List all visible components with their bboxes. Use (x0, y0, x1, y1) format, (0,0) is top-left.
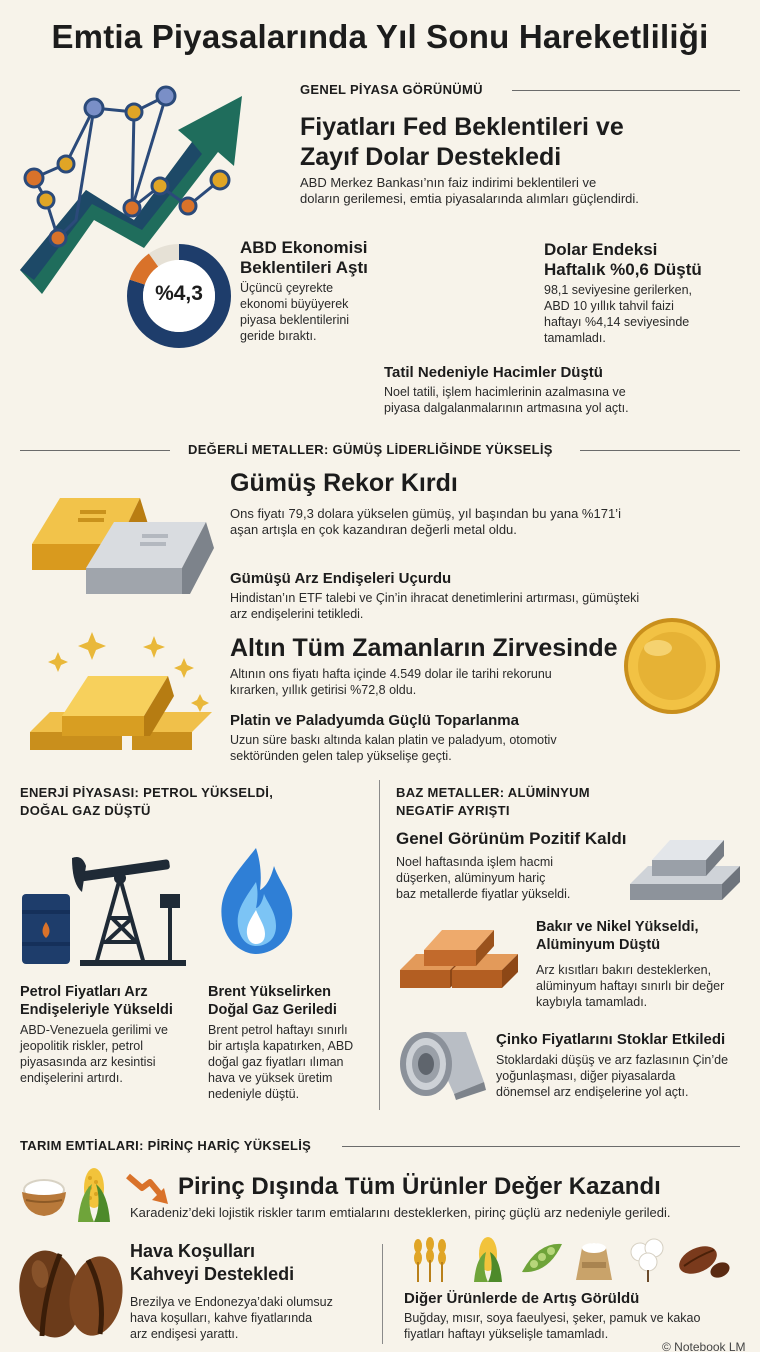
wheat-icon (414, 1237, 446, 1282)
oil-pump-icon (20, 838, 190, 968)
holiday-text (384, 384, 724, 416)
supply-text-line: Hindistan’ın ETF talebi ve Çin’in ihracat denetimlerini artırması, gümüşteki (230, 591, 640, 605)
gas-text-line: bir artışla kapatırken, ABD (208, 1039, 354, 1053)
zinc-coil-icon (396, 1020, 486, 1102)
platinum-text (230, 732, 730, 764)
cotton-icon (631, 1239, 663, 1282)
others-text-line: fiyatları haftayı yükselişle tamamladı. (404, 1327, 609, 1341)
base-section-label (396, 784, 590, 820)
gas-text (208, 1022, 378, 1102)
general-headline (300, 112, 740, 172)
coffee-text (130, 1294, 370, 1342)
down-arrow-icon (124, 1170, 170, 1208)
watermark: © Notebook LM (662, 1340, 746, 1352)
outlook-text-line: Noel haftasında işlem hacmi (396, 855, 554, 869)
holiday-text-line: piyasa dalgalanmalarının artmasına yol açtı. (384, 401, 629, 415)
coffee-bean-icon (14, 1234, 126, 1344)
gas-text-line: Brent petrol haftayı sınırlı (208, 1023, 348, 1037)
silver-bar-icon (22, 478, 222, 598)
copper-ingot-icon (396, 914, 526, 994)
dollar-title-line: Haftalık %0,6 Düştü (544, 260, 702, 279)
energy-section-label-line: ENERJİ PİYASASI: PETROL YÜKSELDİ, (20, 785, 274, 800)
corn-icon (74, 1164, 114, 1224)
general-intro-line: doların gerilemesi, emtia piyasalarında alımları güçlendirdi. (300, 191, 639, 206)
dollar-text-line: tamamladı. (544, 331, 606, 345)
oil-text-line: ABD-Venezuela gerilimi ve (20, 1023, 168, 1037)
base-section-label-line: NEGATİF AYRIŞTI (396, 803, 510, 818)
rice-bowl-icon (18, 1168, 70, 1220)
base-section-label-line: BAZ METALLER: ALÜMİNYUM (396, 785, 590, 800)
aluminium-ingot-icon (626, 826, 744, 906)
oil-text (20, 1022, 200, 1086)
section-divider (580, 450, 740, 451)
oil-title-line: Endişeleriyle Yükseldi (20, 1002, 173, 1018)
economy-text-line: Üçüncü çeyrekte (240, 281, 334, 295)
general-intro (300, 175, 740, 207)
agri-main-title: Pirinç Dışında Tüm Ürünler Değer Kazandı (178, 1173, 661, 1200)
general-intro-line: ABD Merkez Bankası’nın faiz indirimi beklentileri ve (300, 175, 597, 190)
oil-title (20, 983, 210, 1019)
economy-title (240, 238, 440, 278)
copper-title-line: Bakır ve Nikel Yükseldi, (536, 919, 699, 935)
dollar-title (544, 240, 744, 280)
gold-bar-icon (22, 620, 222, 756)
gas-title-line: Brent Yükselirken (208, 984, 332, 1000)
crop-icons-row (404, 1234, 748, 1284)
coffee-text-line: hava koşulları, kahve fiyatlarında (130, 1311, 313, 1325)
platinum-title: Platin ve Paladyumda Güçlü Toparlanma (230, 712, 519, 729)
dollar-text-line: 98,1 seviyesine gerilerken, (544, 283, 692, 297)
zinc-text-line: dönemsel arz endişelerine yol açtı. (496, 1085, 689, 1099)
precious-section-label: DEĞERLİ METALLER: GÜMÜŞ LİDERLİĞİNDE YÜKSELİŞ (188, 442, 553, 457)
outlook-text (396, 854, 616, 902)
gas-text-line: nedeniyle düştü. (208, 1087, 300, 1101)
silver-text-line: Ons fiyatı 79,3 dolara yükselen gümüş, yıl başından bu yana %171’i (230, 506, 621, 521)
holiday-title: Tatil Nedeniyle Hacimler Düştü (384, 364, 603, 381)
oil-text-line: endişelerini artırdı. (20, 1071, 123, 1085)
platinum-text-line: sektöründen gelen talep yükselişe geçti. (230, 749, 452, 763)
outlook-title: Genel Görünüm Pozitif Kaldı (396, 829, 627, 848)
agri-main-text: Karadeniz’deki lojistik riskler tarım emtialarını desteklerken, pirinç güçlü arz nedeniyle geriledi. (130, 1205, 671, 1220)
coffee-title (130, 1240, 370, 1286)
gauge-icon (125, 242, 233, 350)
supply-title: Gümüşü Arz Endişeleri Uçurdu (230, 570, 452, 587)
others-title: Diğer Ürünlerde de Artış Görüldü (404, 1290, 640, 1307)
silver-text-line: aşan artışla en çok kazandıran değerli metal oldu. (230, 522, 517, 537)
agri-section-label: TARIM EMTİALARI: PİRİNÇ HARİÇ YÜKSELİŞ (20, 1138, 312, 1153)
gold-coin-icon (622, 616, 722, 716)
column-divider (382, 1244, 383, 1344)
coffee-text-line: arz endişesi yarattı. (130, 1327, 239, 1341)
holiday-text-line: Noel tatili, işlem hacimlerinin azalmasına ve (384, 385, 626, 399)
general-headline-line: Zayıf Dolar Destekledi (300, 143, 562, 171)
coffee-title-line: Kahveyi Destekledi (130, 1264, 295, 1284)
economy-text-line: geride bıraktı. (240, 329, 317, 343)
copper-title (536, 918, 746, 954)
zinc-title: Çinko Fiyatlarını Stoklar Etkiledi (496, 1031, 726, 1048)
section-divider (20, 450, 170, 451)
economy-title-line: ABD Ekonomisi (240, 238, 368, 257)
gold-title: Altın Tüm Zamanların Zirvesinde (230, 634, 618, 662)
zinc-text-line: Stoklardaki düşüş ve arz fazlasının Çin’de (496, 1053, 729, 1067)
oil-text-line: jeopolitik riskler, petrol (20, 1039, 143, 1053)
section-divider (512, 90, 740, 91)
general-section-label: GENEL PİYASA GÖRÜNÜMÜ (300, 82, 483, 97)
copper-text-line: Arz kısıtları bakırı desteklerken, (536, 963, 712, 977)
copper-text-line: alüminyum haftayı sınırlı bir değer (536, 979, 725, 993)
gold-text-line: Altının ons fiyatı hafta içinde 4.549 dolar ile tarihi rekorunu (230, 667, 552, 681)
copper-title-line: Alüminyum Düştü (536, 937, 661, 953)
silver-text (230, 506, 730, 538)
gauge-value: %4,3 (155, 282, 203, 305)
gas-title-line: Doğal Gaz Geriledi (208, 1002, 337, 1018)
dollar-title-line: Dolar Endeksi (544, 240, 658, 259)
coffee-title-line: Hava Koşulları (130, 1241, 256, 1261)
copper-text-line: kaybıyla tamamladı. (536, 995, 648, 1009)
corn-icon (474, 1237, 502, 1282)
copper-text (536, 962, 746, 1010)
supply-text-line: arz endişelerini tetikledi. (230, 607, 364, 621)
section-divider (342, 1146, 740, 1147)
oil-text-line: piyasasında arz kesintisi (20, 1055, 156, 1069)
coffee-text-line: Brezilya ve Endonezya’daki olumsuz (130, 1295, 333, 1309)
general-headline-line: Fiyatları Fed Beklentileri ve (300, 113, 624, 141)
gas-text-line: doğal gaz fiyatları ılıman (208, 1055, 344, 1069)
cocoa-icon (675, 1241, 732, 1281)
platinum-text-line: Uzun süre baskı altında kalan platin ve paladyum, otomotiv (230, 733, 557, 747)
column-divider (379, 780, 380, 1110)
zinc-text-line: yoğunlaşması, diğer piyasalarda (496, 1069, 676, 1083)
dollar-text (544, 282, 744, 346)
energy-section-label (20, 784, 273, 820)
zinc-text (496, 1052, 746, 1100)
others-text (404, 1310, 750, 1342)
silver-title: Gümüş Rekor Kırdı (230, 469, 458, 497)
others-text-line: Buğday, mısır, soya faeulyesi, şeker, pamuk ve kakao (404, 1311, 701, 1325)
economy-title-line: Beklentileri Aştı (240, 258, 368, 277)
economy-text-line: ekonomi büyüyerek (240, 297, 349, 311)
gas-title (208, 983, 378, 1019)
gas-flame-icon (214, 846, 298, 958)
sugar-sack-icon (576, 1243, 612, 1280)
dollar-text-line: haftayı %4,14 seviyesinde (544, 315, 690, 329)
gold-text-line: kırarken, yıllık getirisi %72,8 oldu. (230, 683, 417, 697)
oil-title-line: Petrol Fiyatları Arz (20, 984, 148, 1000)
outlook-text-line: baz metallerde fiyatlar yükseldi. (396, 887, 571, 901)
outlook-text-line: düşerken, alüminyum hariç (396, 871, 546, 885)
page-title: Emtia Piyasalarında Yıl Sonu Hareketliliği (51, 18, 709, 55)
economy-text (240, 280, 440, 344)
dollar-text-line: ABD 10 yıllık tahvil faizi (544, 299, 674, 313)
gold-text (230, 666, 610, 698)
gas-text-line: hava ve yüksek üretim (208, 1071, 333, 1085)
energy-section-label-line: DOĞAL GAZ DÜŞTÜ (20, 803, 151, 818)
soybean-icon (522, 1244, 562, 1272)
economy-text-line: piyasa beklentilerini (240, 313, 350, 327)
